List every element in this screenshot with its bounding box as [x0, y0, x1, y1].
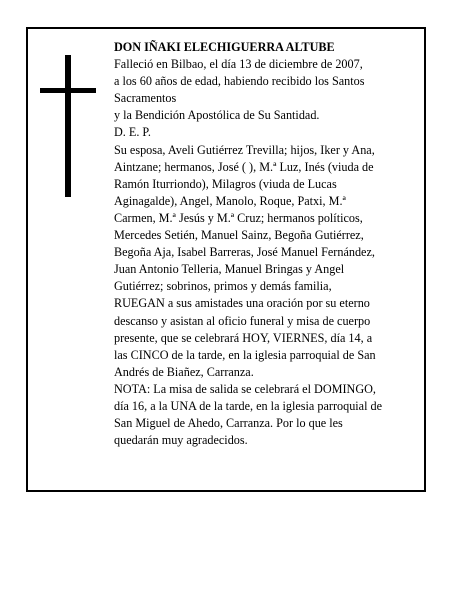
text-line: NOTA: La misa de salida se celebrará el DOMINGO,	[114, 381, 376, 396]
text-line: Ramón Iturriondo), Milagros (viuda de Lucas	[114, 176, 337, 191]
text-line: presente, que se celebrará HOY, VIERNES, día 14, a	[114, 330, 373, 345]
cross-icon	[40, 55, 96, 197]
text-line: Sacramentos	[114, 91, 177, 106]
text-line: RUEGAN a sus amistades una oración por su eterno	[114, 296, 370, 311]
text-line: Mercedes Setién, Manuel Sainz, Begoña Gutiérrez,	[114, 228, 364, 243]
text-line: a los 60 años de edad, habiendo recibido los Santos	[114, 74, 365, 89]
text-line: Gutiérrez; sobrinos, primos y demás familia,	[114, 279, 332, 294]
text-line: Su esposa, Aveli Gutiérrez Trevilla; hijos, Iker y Ana,	[114, 142, 375, 157]
text-line: las CINCO de la tarde, en la iglesia parroquial de San	[114, 347, 376, 362]
notice-body	[114, 39, 414, 449]
text-line: San Miguel de Ahedo, Carranza. Por lo que les	[114, 416, 343, 431]
text-line: Begoña Aja, Isabel Barreras, José Manuel Fernández,	[114, 245, 375, 260]
text-line: Aginagalde), Angel, Manolo, Roque, Patxi, M.ª	[114, 193, 346, 208]
deceased-name: DON IÑAKI ELECHIGUERRA ALTUBE	[114, 40, 335, 54]
cross-horizontal-bar	[40, 88, 96, 93]
cross-vertical-bar	[65, 55, 71, 197]
text-line: Aintzane; hermanos, José ( ), M.ª Luz, Inés (viuda de	[114, 159, 374, 174]
text-line: Andrés de Biañez, Carranza.	[114, 364, 254, 379]
text-line: D. E. P.	[114, 125, 151, 140]
text-line: descanso y asistan al oficio funeral y misa de cuerpo	[114, 313, 371, 328]
text-line: Juan Antonio Telleria, Manuel Bringas y Angel	[114, 262, 345, 277]
obituary-notice	[26, 27, 426, 492]
text-line: quedarán muy agradecidos.	[114, 433, 248, 448]
text-line: y la Bendición Apostólica de Su Santidad.	[114, 108, 320, 123]
text-line: día 16, a la UNA de la tarde, en la iglesia parroquial de	[114, 398, 383, 413]
text-line: Falleció en Bilbao, el día 13 de diciembre de 2007,	[114, 57, 363, 72]
text-line: Carmen, M.ª Jesús y M.ª Cruz; hermanos políticos,	[114, 210, 363, 225]
